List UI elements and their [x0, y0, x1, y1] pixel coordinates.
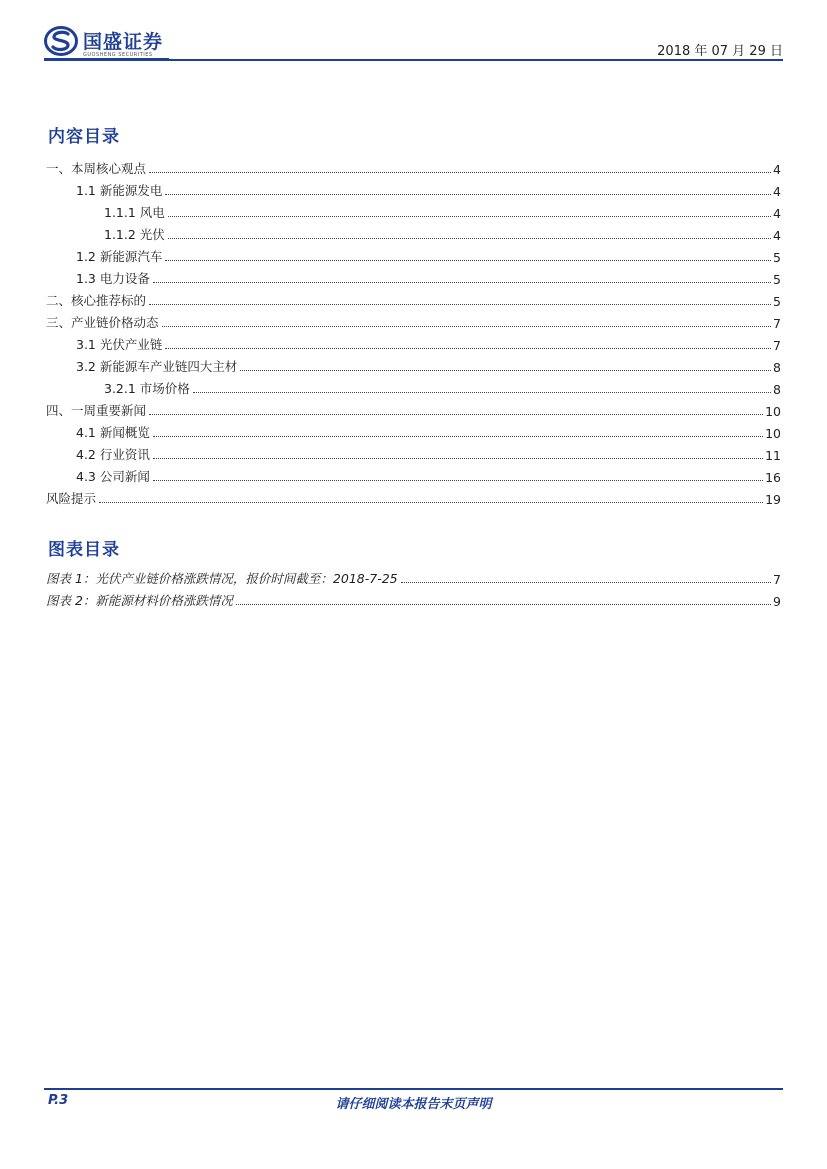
toc-entry-page: 7 [773, 316, 781, 331]
footer-divider [44, 1088, 783, 1090]
toc-entry[interactable] [46, 243, 781, 265]
toc-entry-page: 10 [765, 404, 781, 419]
toc-entry-page: 19 [765, 492, 781, 507]
dot-leader [149, 413, 763, 415]
table-of-contents [46, 155, 781, 507]
toc-entry-label: 1.1 新能源发电 [76, 183, 163, 198]
report-date: 2018 年 07 月 29 日 [657, 44, 783, 59]
toc-entry-page: 16 [765, 470, 781, 485]
dot-leader [165, 347, 771, 349]
figure-entry-page: 9 [773, 594, 781, 609]
dot-leader [153, 457, 763, 459]
dot-leader [153, 281, 771, 283]
toc-entry-label: 1.1.2 光伏 [104, 227, 165, 242]
toc-entry-page: 7 [773, 338, 781, 353]
toc-entry[interactable] [46, 221, 781, 243]
toc-entry[interactable] [46, 309, 781, 331]
dot-leader [168, 237, 771, 239]
dot-leader [153, 435, 763, 437]
toc-entry[interactable] [46, 419, 781, 441]
toc-entry-page: 5 [773, 294, 781, 309]
toc-entry-label: 三、产业链价格动态 [46, 315, 159, 330]
toc-entry-label: 4.1 新闻概览 [76, 425, 150, 440]
toc-entry-label: 1.2 新能源汽车 [76, 249, 163, 264]
toc-entry-label: 4.3 公司新闻 [76, 469, 150, 484]
logo-text: 国盛证券 [83, 31, 164, 53]
toc-entry[interactable] [46, 463, 781, 485]
dot-leader [162, 325, 772, 327]
page-number: P.3 [48, 1093, 69, 1108]
toc-entry-label: 3.2 新能源车产业链四大主材 [76, 359, 238, 374]
header-divider-accent [44, 58, 169, 61]
toc-entry-label: 3.2.1 市场价格 [104, 381, 190, 396]
dot-leader [165, 259, 771, 261]
toc-entry-label: 一、本周核心观点 [46, 161, 147, 176]
toc-entry-page: 11 [765, 448, 781, 463]
toc-entry[interactable] [46, 177, 781, 199]
toc-title: 内容目录 [48, 127, 120, 147]
toc-entry-page: 5 [773, 272, 781, 287]
logo-subtitle: GUOSHENG SECURITIES [83, 52, 153, 58]
logo-icon [44, 26, 78, 56]
toc-entry[interactable] [46, 199, 781, 221]
toc-entry-label: 1.1.1 风电 [104, 205, 165, 220]
toc-entry-label: 四、一周重要新闻 [46, 403, 147, 418]
toc-entry-page: 4 [773, 228, 781, 243]
figure-entry-label: 图表 2：新能源材料价格涨跌情况 [46, 593, 233, 608]
dot-leader [240, 369, 771, 371]
toc-entry[interactable] [46, 375, 781, 397]
toc-entry[interactable] [46, 155, 781, 177]
toc-entry-label: 风险提示 [46, 491, 97, 506]
toc-entry-page: 4 [773, 206, 781, 221]
dot-leader [99, 501, 763, 503]
toc-entry-page: 5 [773, 250, 781, 265]
toc-entry-page: 8 [773, 382, 781, 397]
toc-entry-label: 二、核心推荐标的 [46, 293, 147, 308]
toc-entry-page: 4 [773, 184, 781, 199]
dot-leader [153, 479, 763, 481]
disclaimer-note: 请仔细阅读本报告末页声明 [335, 1097, 492, 1112]
toc-entry-page: 8 [773, 360, 781, 375]
toc-entry-page: 4 [773, 162, 781, 177]
figure-list [46, 565, 781, 609]
toc-entry[interactable] [46, 441, 781, 463]
toc-entry-page: 10 [765, 426, 781, 441]
figure-entry[interactable] [46, 565, 781, 587]
toc-entry[interactable] [46, 353, 781, 375]
toc-entry[interactable] [46, 485, 781, 507]
dot-leader [149, 171, 771, 173]
toc-entry-label: 3.1 光伏产业链 [76, 337, 163, 352]
toc-entry-label: 4.2 行业资讯 [76, 447, 150, 462]
figure-list-title: 图表目录 [48, 540, 120, 560]
toc-entry[interactable] [46, 265, 781, 287]
figure-entry-label: 图表 1：光伏产业链价格涨跌情况，报价时间截至：2018-7-25 [46, 571, 398, 586]
dot-leader [149, 303, 771, 305]
toc-entry[interactable] [46, 397, 781, 419]
dot-leader [193, 391, 771, 393]
figure-entry[interactable] [46, 587, 781, 609]
dot-leader [401, 581, 771, 583]
dot-leader [168, 215, 771, 217]
toc-entry-label: 1.3 电力设备 [76, 271, 150, 286]
toc-entry[interactable] [46, 287, 781, 309]
dot-leader [165, 193, 771, 195]
figure-entry-page: 7 [773, 572, 781, 587]
toc-entry[interactable] [46, 331, 781, 353]
dot-leader [236, 603, 771, 605]
